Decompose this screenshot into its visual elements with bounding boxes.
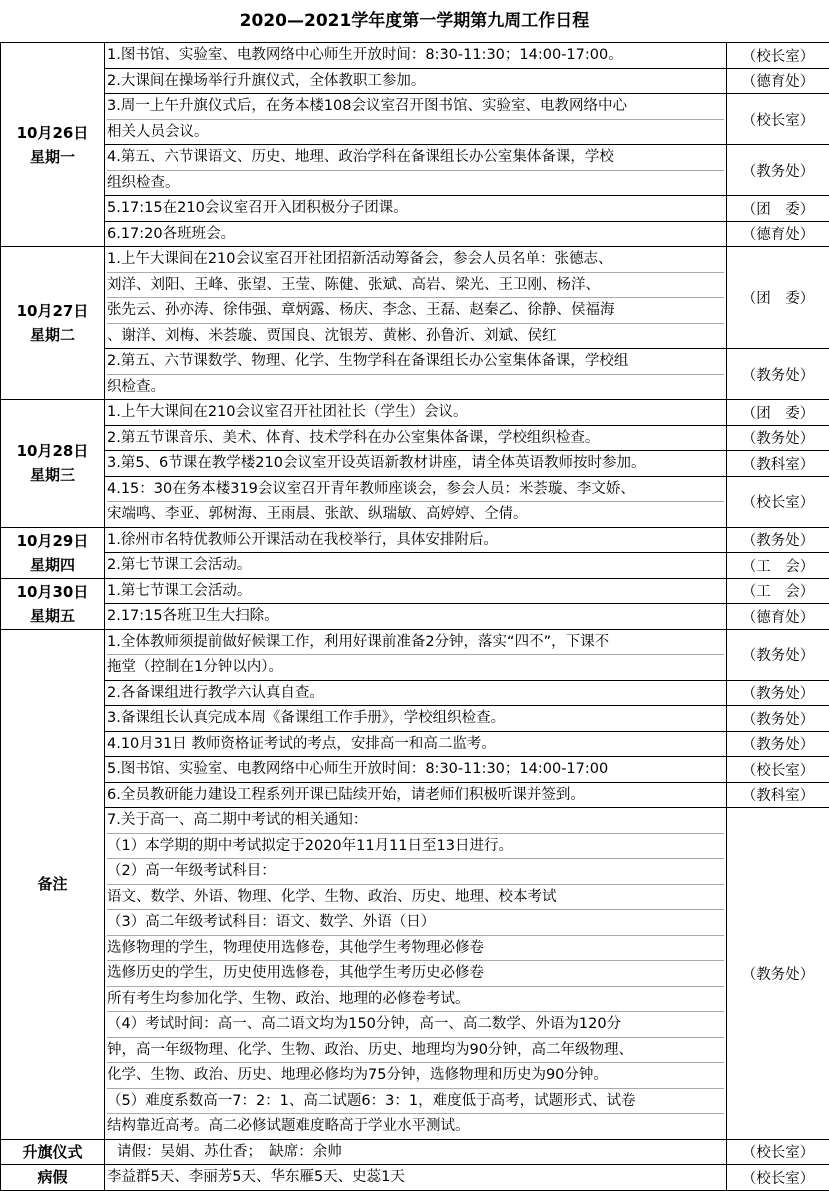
item-content bbox=[105, 400, 727, 426]
dept-cell: （教务处） bbox=[727, 527, 829, 553]
day-date: 10月30日 bbox=[3, 580, 102, 604]
item-line: 选修历史的学生，历史使用选修卷，其他学生考历史必修卷 bbox=[107, 961, 724, 987]
dept-cell: （团 委） bbox=[727, 247, 829, 349]
dept-cell: （工 会） bbox=[727, 553, 829, 579]
item-line: 6.17:20各班班会。 bbox=[107, 222, 724, 247]
item-content bbox=[105, 451, 727, 477]
item-line: 3.周一上午升旗仪式后，在务本楼108会议室召开图书馆、实验室、电教网络中心 bbox=[107, 94, 724, 120]
schedule-row bbox=[1, 349, 829, 400]
dept-cell: （校长室） bbox=[727, 1165, 829, 1191]
schedule-row bbox=[1, 782, 829, 808]
schedule-row bbox=[1, 425, 829, 451]
item-line: 刘洋、刘阳、王峰、张望、王莹、陈健、张斌、高岩、梁光、王卫刚、杨洋、 bbox=[107, 273, 724, 299]
item-line: 2.第五、六节课数学、物理、化学、生物学科在备课组长办公室集体备课，学校组 bbox=[107, 349, 724, 375]
dept-cell: （教务处） bbox=[727, 425, 829, 451]
item-line: 2.17:15各班卫生大扫除。 bbox=[107, 604, 724, 629]
item-line: （4）考试时间：高一、高二语文均为150分钟，高一、高二数学、外语为120分 bbox=[107, 1012, 724, 1038]
day-date: 10月26日 bbox=[3, 121, 102, 145]
dept-cell: （德育处） bbox=[727, 604, 829, 630]
dept-cell: （教科室） bbox=[727, 782, 829, 808]
schedule-row bbox=[1, 247, 829, 349]
schedule-row bbox=[1, 757, 829, 783]
schedule-row bbox=[1, 145, 829, 196]
item-content bbox=[105, 808, 727, 1140]
item-line: （5）难度系数高一7：2：1、高二试题6：3：1，难度低于高考，试题形式、试卷 bbox=[107, 1089, 724, 1115]
item-content bbox=[105, 553, 727, 579]
schedule-row bbox=[1, 731, 829, 757]
schedule-row bbox=[1, 808, 829, 1140]
item-line: 7.关于高一、高二期中考试的相关通知： bbox=[107, 808, 724, 834]
item-line: 4.第五、六节课语文、历史、地理、政治学科在备课组长办公室集体备课，学校 bbox=[107, 145, 724, 171]
schedule-row bbox=[1, 196, 829, 222]
schedule-row bbox=[1, 578, 829, 604]
schedule-row bbox=[1, 553, 829, 579]
dept-cell: （团 委） bbox=[727, 196, 829, 222]
day-cell bbox=[1, 578, 105, 629]
item-content bbox=[105, 604, 727, 630]
item-line: 1.全体教师须提前做好候课工作，利用好课前准备2分钟，落实“四不”，下课不 bbox=[107, 630, 724, 656]
item-content bbox=[105, 680, 727, 706]
item-line: 1.图书馆、实验室、电教网络中心师生开放时间：8:30-11:30；14:00-17:00。 bbox=[107, 43, 724, 68]
schedule-row bbox=[1, 476, 829, 527]
schedule-row bbox=[1, 629, 829, 680]
item-line: 2.各备课组进行教学六认真自查。 bbox=[107, 681, 724, 706]
schedule-row bbox=[1, 221, 829, 247]
item-content bbox=[105, 782, 727, 808]
item-line: 语文、数学、外语、物理、化学、生物、政治、历史、地理、校本考试 bbox=[107, 885, 724, 911]
item-line: 宋端鸣、李亚、郭树海、王雨晨、张歆、纵瑞敏、高婷婷、仝倩。 bbox=[107, 502, 724, 527]
day-date: 10月28日 bbox=[3, 439, 102, 463]
notes-label-text: 备注 bbox=[3, 872, 102, 896]
schedule-row bbox=[1, 451, 829, 477]
sick-label: 病假 bbox=[1, 1165, 105, 1191]
item-line: 4.10月31日 教师资格证考试的考点，安排高一和高二监考。 bbox=[107, 732, 724, 757]
item-line: 钟，高一年级物理、化学、生物、政治、历史、地理均为90分钟，高二年级物理、 bbox=[107, 1038, 724, 1064]
item-content bbox=[105, 43, 727, 69]
dept-cell: （教务处） bbox=[727, 731, 829, 757]
page-title: 2020—2021学年度第一学期第九周工作日程 bbox=[0, 0, 829, 42]
item-line: 化学、生物、政治、历史、地理必修均为75分钟，选修物理和历史为90分钟。 bbox=[107, 1063, 724, 1089]
item-content bbox=[105, 527, 727, 553]
dept-cell: （团 委） bbox=[727, 400, 829, 426]
day-cell bbox=[1, 43, 105, 247]
day-cell bbox=[1, 527, 105, 578]
dept-cell: （教务处） bbox=[727, 629, 829, 680]
schedule-row bbox=[1, 400, 829, 426]
item-line: 1.第七节课工会活动。 bbox=[107, 579, 724, 604]
item-content bbox=[105, 425, 727, 451]
dept-cell: （校长室） bbox=[727, 1139, 829, 1165]
schedule-row bbox=[1, 527, 829, 553]
schedule-row bbox=[1, 43, 829, 69]
item-line: 6.全员教研能力建设工程系列开课已陆续开始，请老师们积极听课并签到。 bbox=[107, 783, 724, 808]
item-content bbox=[105, 578, 727, 604]
item-line: 所有考生均参加化学、生物、政治、地理的必修卷考试。 bbox=[107, 987, 724, 1013]
flag-row bbox=[1, 1139, 829, 1165]
item-content bbox=[105, 94, 727, 145]
schedule-row bbox=[1, 94, 829, 145]
item-line: （1）本学期的期中考试拟定于2020年11月11日至13日进行。 bbox=[107, 834, 724, 860]
item-line: 2.大课间在操场举行升旗仪式，全体教职工参加。 bbox=[107, 69, 724, 94]
schedule-row bbox=[1, 706, 829, 732]
item-line: 、谢洋、刘梅、米荟璇、贾国良、沈银芳、黄彬、孙鲁沂、刘斌、侯红 bbox=[107, 324, 724, 349]
day-cell bbox=[1, 400, 105, 528]
schedule-row bbox=[1, 68, 829, 94]
dept-cell: （校长室） bbox=[727, 757, 829, 783]
item-line: 2.第七节课工会活动。 bbox=[107, 553, 724, 578]
item-content bbox=[105, 757, 727, 783]
flag-text: 请假：吴娟、苏仕香； 缺席：余帅 bbox=[105, 1139, 727, 1165]
item-line: （3）高二年级考试科目：语文、数学、外语（日） bbox=[107, 910, 724, 936]
schedule-row bbox=[1, 680, 829, 706]
day-weekday: 星期二 bbox=[3, 323, 102, 347]
item-line: 3.第5、6节课在教学楼210会议室开设英语新教材讲座，请全体英语教师按时参加。 bbox=[107, 451, 724, 476]
day-date: 10月29日 bbox=[3, 529, 102, 553]
item-line: 5.17:15在210会议室召开入团积极分子团课。 bbox=[107, 196, 724, 221]
schedule-body bbox=[1, 43, 829, 1191]
item-line: 5.图书馆、实验室、电教网络中心师生开放时间：8:30-11:30；14:00-17:00 bbox=[107, 757, 724, 782]
sick-row bbox=[1, 1165, 829, 1191]
dept-cell: （校长室） bbox=[727, 476, 829, 527]
flag-label: 升旗仪式 bbox=[1, 1139, 105, 1165]
dept-cell: （教务处） bbox=[727, 349, 829, 400]
dept-cell: （工 会） bbox=[727, 578, 829, 604]
item-line: 拖堂（控制在1分钟以内）。 bbox=[107, 655, 724, 680]
sick-text: 李益群5天、李丽芳5天、华东雁5天、史蕊1天 bbox=[105, 1165, 727, 1191]
item-content bbox=[105, 629, 727, 680]
dept-cell: （校长室） bbox=[727, 43, 829, 69]
item-line: 2.第五节课音乐、美术、体育、技术学科在办公室集体备课，学校组织检查。 bbox=[107, 426, 724, 451]
item-content bbox=[105, 349, 727, 400]
dept-cell: （教务处） bbox=[727, 680, 829, 706]
dept-cell: （德育处） bbox=[727, 221, 829, 247]
schedule-table bbox=[0, 42, 829, 1191]
item-line: 张先云、孙亦涛、徐伟强、章炳露、杨庆、李念、王磊、赵秦乙、徐静、侯福海 bbox=[107, 298, 724, 324]
item-content bbox=[105, 706, 727, 732]
item-line: 1.上午大课间在210会议室召开社团招新活动筹备会，参会人员名单：张德志、 bbox=[107, 247, 724, 273]
dept-cell: （教务处） bbox=[727, 706, 829, 732]
dept-cell: （德育处） bbox=[727, 68, 829, 94]
dept-cell: （教务处） bbox=[727, 808, 829, 1140]
item-line: 相关人员会议。 bbox=[107, 120, 724, 145]
day-weekday: 星期一 bbox=[3, 145, 102, 169]
item-line: 1.上午大课间在210会议室召开社团社长（学生）会议。 bbox=[107, 400, 724, 425]
item-content bbox=[105, 247, 727, 349]
day-date: 10月27日 bbox=[3, 299, 102, 323]
item-content bbox=[105, 476, 727, 527]
item-content bbox=[105, 221, 727, 247]
item-line: 1.徐州市名特优教师公开课活动在我校举行，具体安排附后。 bbox=[107, 528, 724, 553]
item-line: 4.15：30在务本楼319会议室召开青年教师座谈会，参会人员：米荟璇、李文娇、 bbox=[107, 477, 724, 503]
dept-cell: （教务处） bbox=[727, 145, 829, 196]
day-weekday: 星期四 bbox=[3, 553, 102, 577]
item-content bbox=[105, 731, 727, 757]
schedule-row bbox=[1, 604, 829, 630]
dept-cell: （教科室） bbox=[727, 451, 829, 477]
item-line: 结构靠近高考。高二必修试题难度略高于学业水平测试。 bbox=[107, 1114, 724, 1139]
dept-cell: （校长室） bbox=[727, 94, 829, 145]
day-weekday: 星期五 bbox=[3, 604, 102, 628]
day-cell bbox=[1, 247, 105, 400]
item-line: 织检查。 bbox=[107, 375, 724, 400]
notes-label bbox=[1, 629, 105, 1139]
day-weekday: 星期三 bbox=[3, 463, 102, 487]
item-line: 3.备课组长认真完成本周《备课组工作手册》，学校组织检查。 bbox=[107, 706, 724, 731]
item-line: 组织检查。 bbox=[107, 171, 724, 196]
item-content bbox=[105, 68, 727, 94]
item-line: 选修物理的学生，物理使用选修卷，其他学生考物理必修卷 bbox=[107, 936, 724, 962]
item-content bbox=[105, 145, 727, 196]
item-line: （2）高一年级考试科目： bbox=[107, 859, 724, 885]
item-content bbox=[105, 196, 727, 222]
